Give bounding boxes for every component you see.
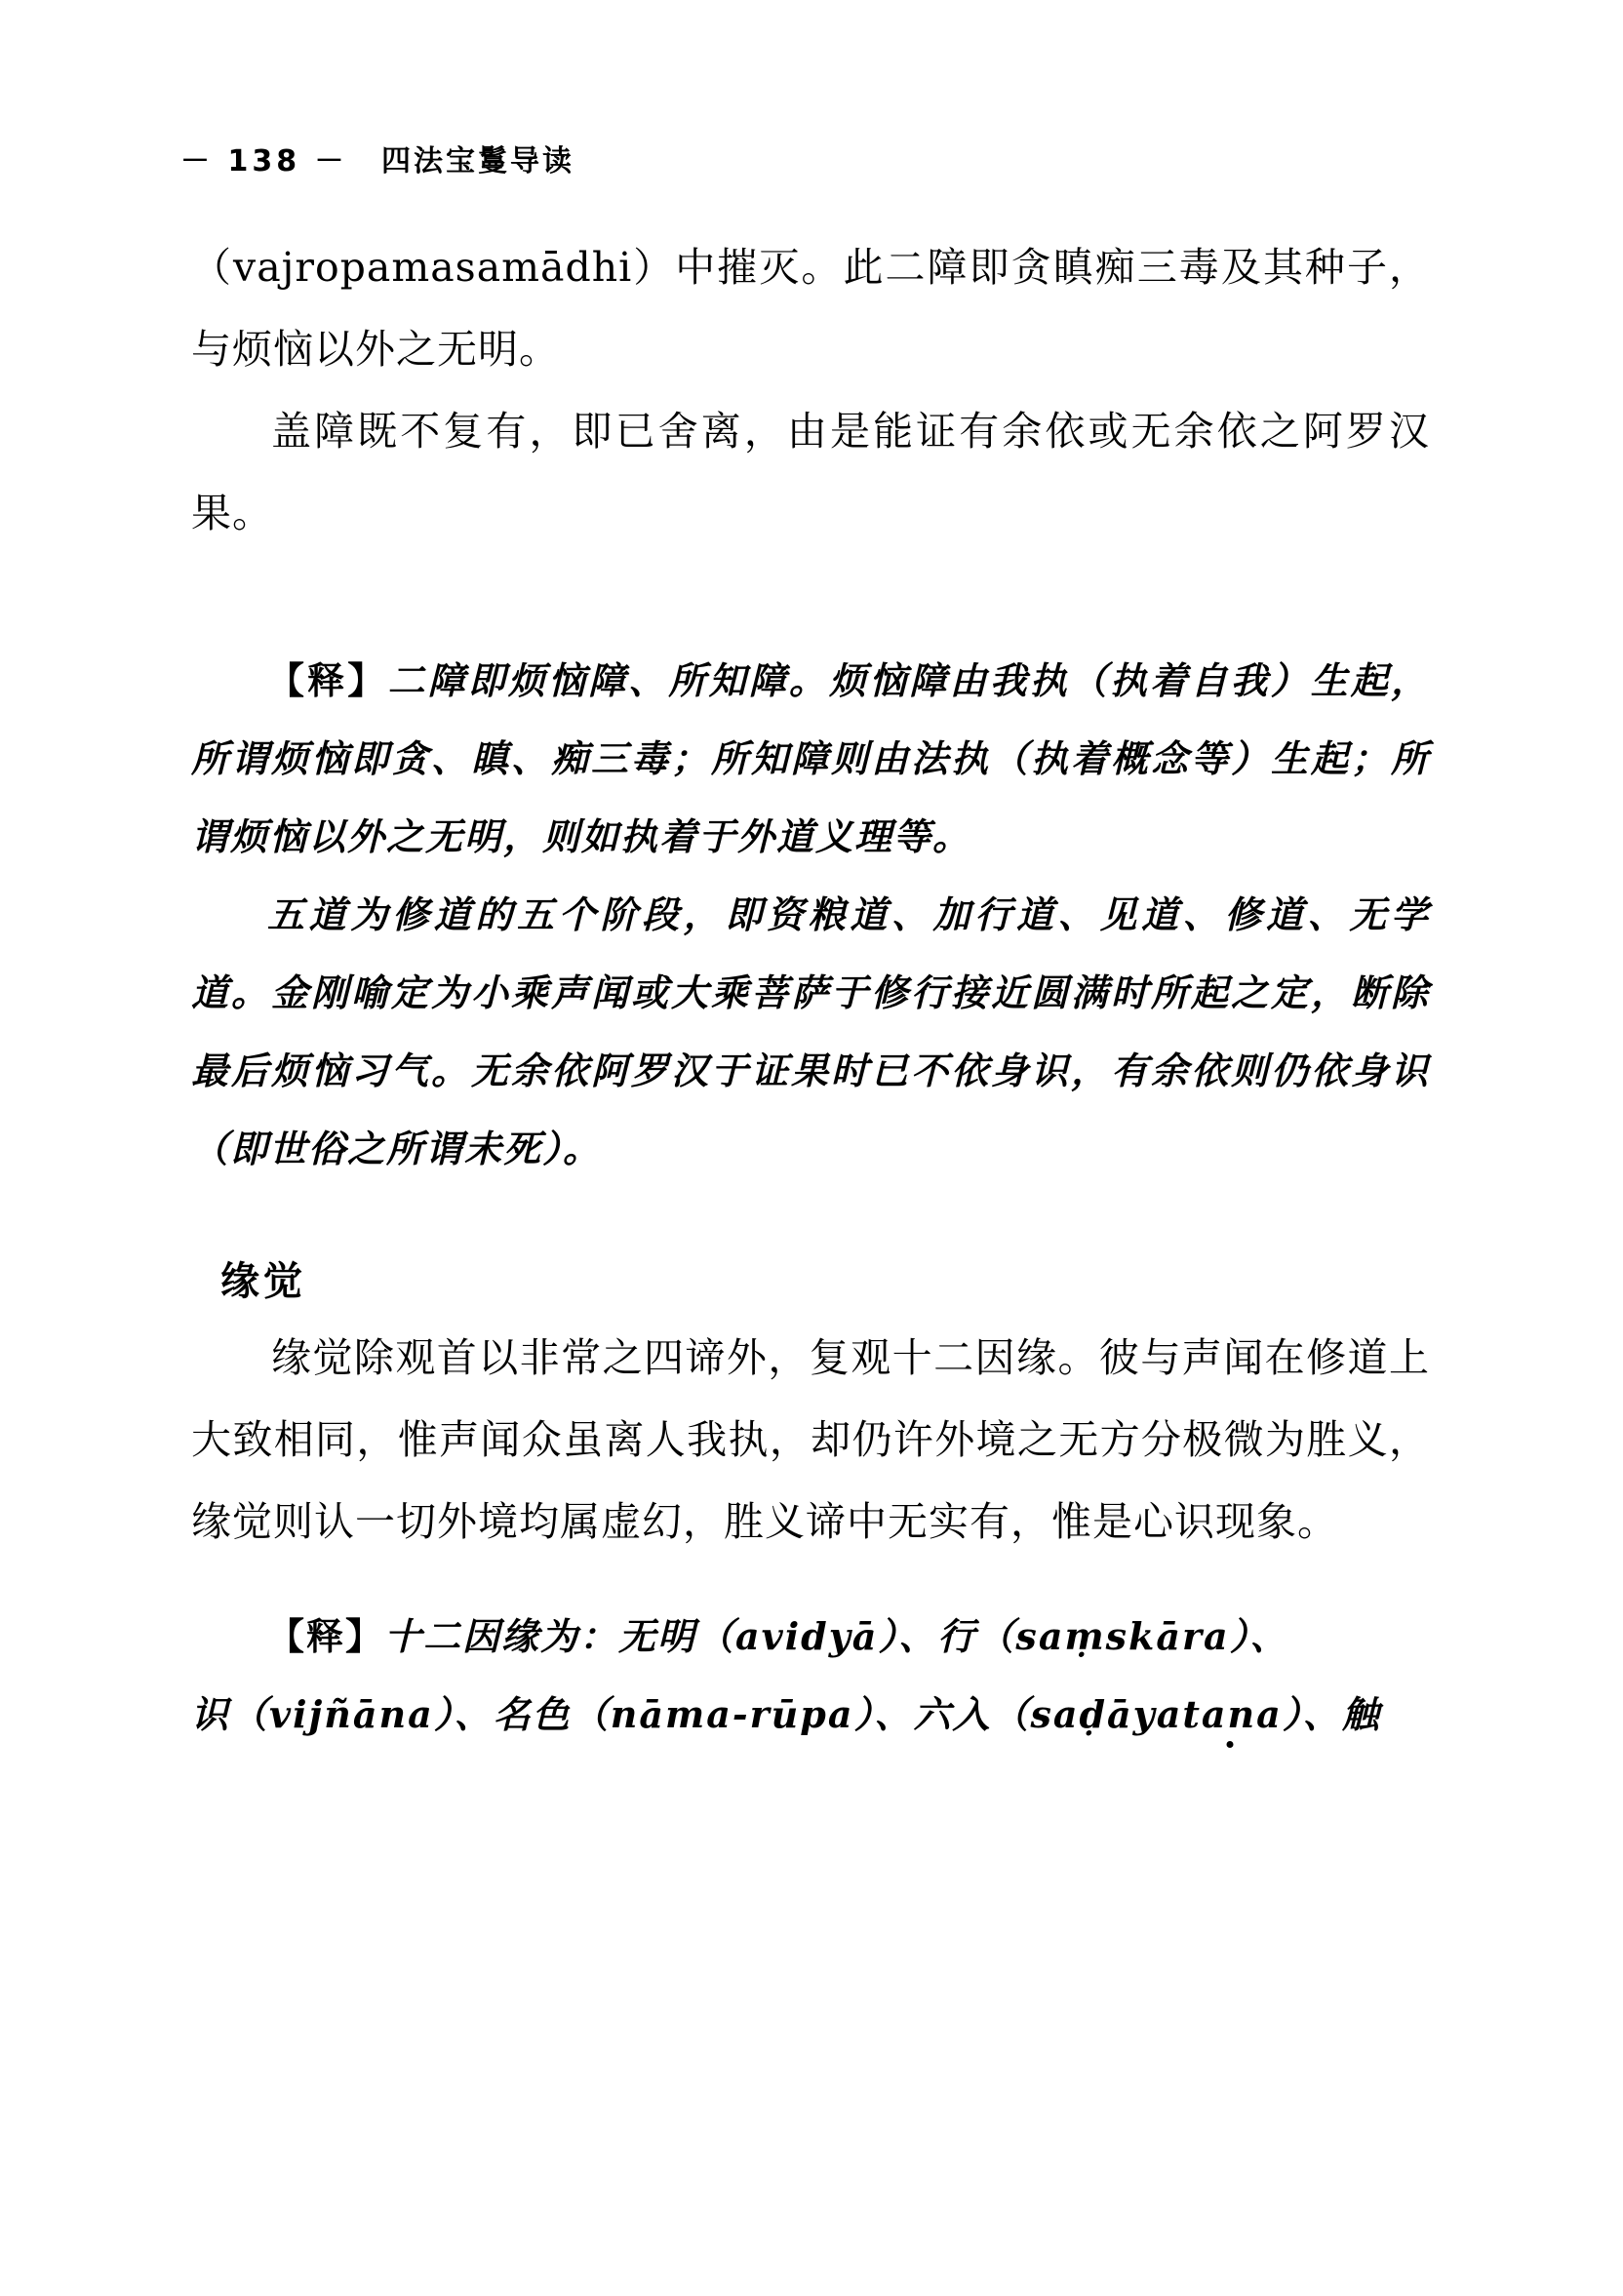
gloss-text-line1: 十二因缘为：无明（avidyā）、行（saṃskāra）、 [384, 1614, 1289, 1658]
page-header [180, 137, 574, 179]
book-title: 四法宝鬘导读 [380, 144, 574, 178]
spacer [191, 554, 1430, 642]
gloss-text: 二障即烦恼障、所知障。烦恼障由我执（执着自我）生起，所谓烦恼即贪、瞋、痴三毒；所知障则由法执（执着概念等）生起；所谓烦恼以外之无明，则如执着于外道义理等。 [191, 658, 1430, 858]
gloss-block-1 [191, 642, 1430, 876]
spacer [191, 1563, 1430, 1598]
gloss-block-3 [191, 1598, 1430, 1676]
page-body [191, 226, 1430, 1754]
page-number: － 138 － [180, 144, 348, 178]
gloss-block-2 [191, 876, 1430, 1188]
gloss-marker: 【释】 [267, 1614, 385, 1658]
paragraph-1: （vajropamasamādhi）中摧灭。此二障即贪瞋痴三毒及其种子，与烦恼以外之无明。 [191, 244, 1430, 373]
gloss-text-line2a: 识（vijñāna）、名色（nāma-rūpa）、六入（sa [191, 1692, 1080, 1736]
paragraph-2: 盖障既不复有，即已舍离，由是能证有余依或无余依之阿罗汉果。 [191, 408, 1430, 536]
diacritic-dot: ḍāyatana）、触 [1079, 1692, 1381, 1736]
spacer [191, 1188, 1430, 1247]
paragraph-3: 缘觉除观首以非常之四谛外，复观十二因缘。彼与声闻在修道上大致相同，惟声闻众虽离人我执，却仍许外境之无方分极微为胜义，缘觉则认一切外境均属虚幻，胜义谛中无实有，惟是心识现象。 [191, 1334, 1430, 1545]
section-heading: 缘觉 [220, 1259, 306, 1304]
gloss-text: 五道为修道的五个阶段，即资粮道、加行道、见道、修道、无学道。金刚喻定为小乘声闻或大乘菩萨于修行接近圆满时所起之定，断除最后烦恼习气。无余依阿罗汉于证果时已不依身识，有余依则仍依身识（即世俗之所谓未死）。 [191, 892, 1430, 1170]
gloss-marker: 【释】 [267, 658, 388, 702]
gloss-block-3-cont [191, 1676, 1430, 1754]
